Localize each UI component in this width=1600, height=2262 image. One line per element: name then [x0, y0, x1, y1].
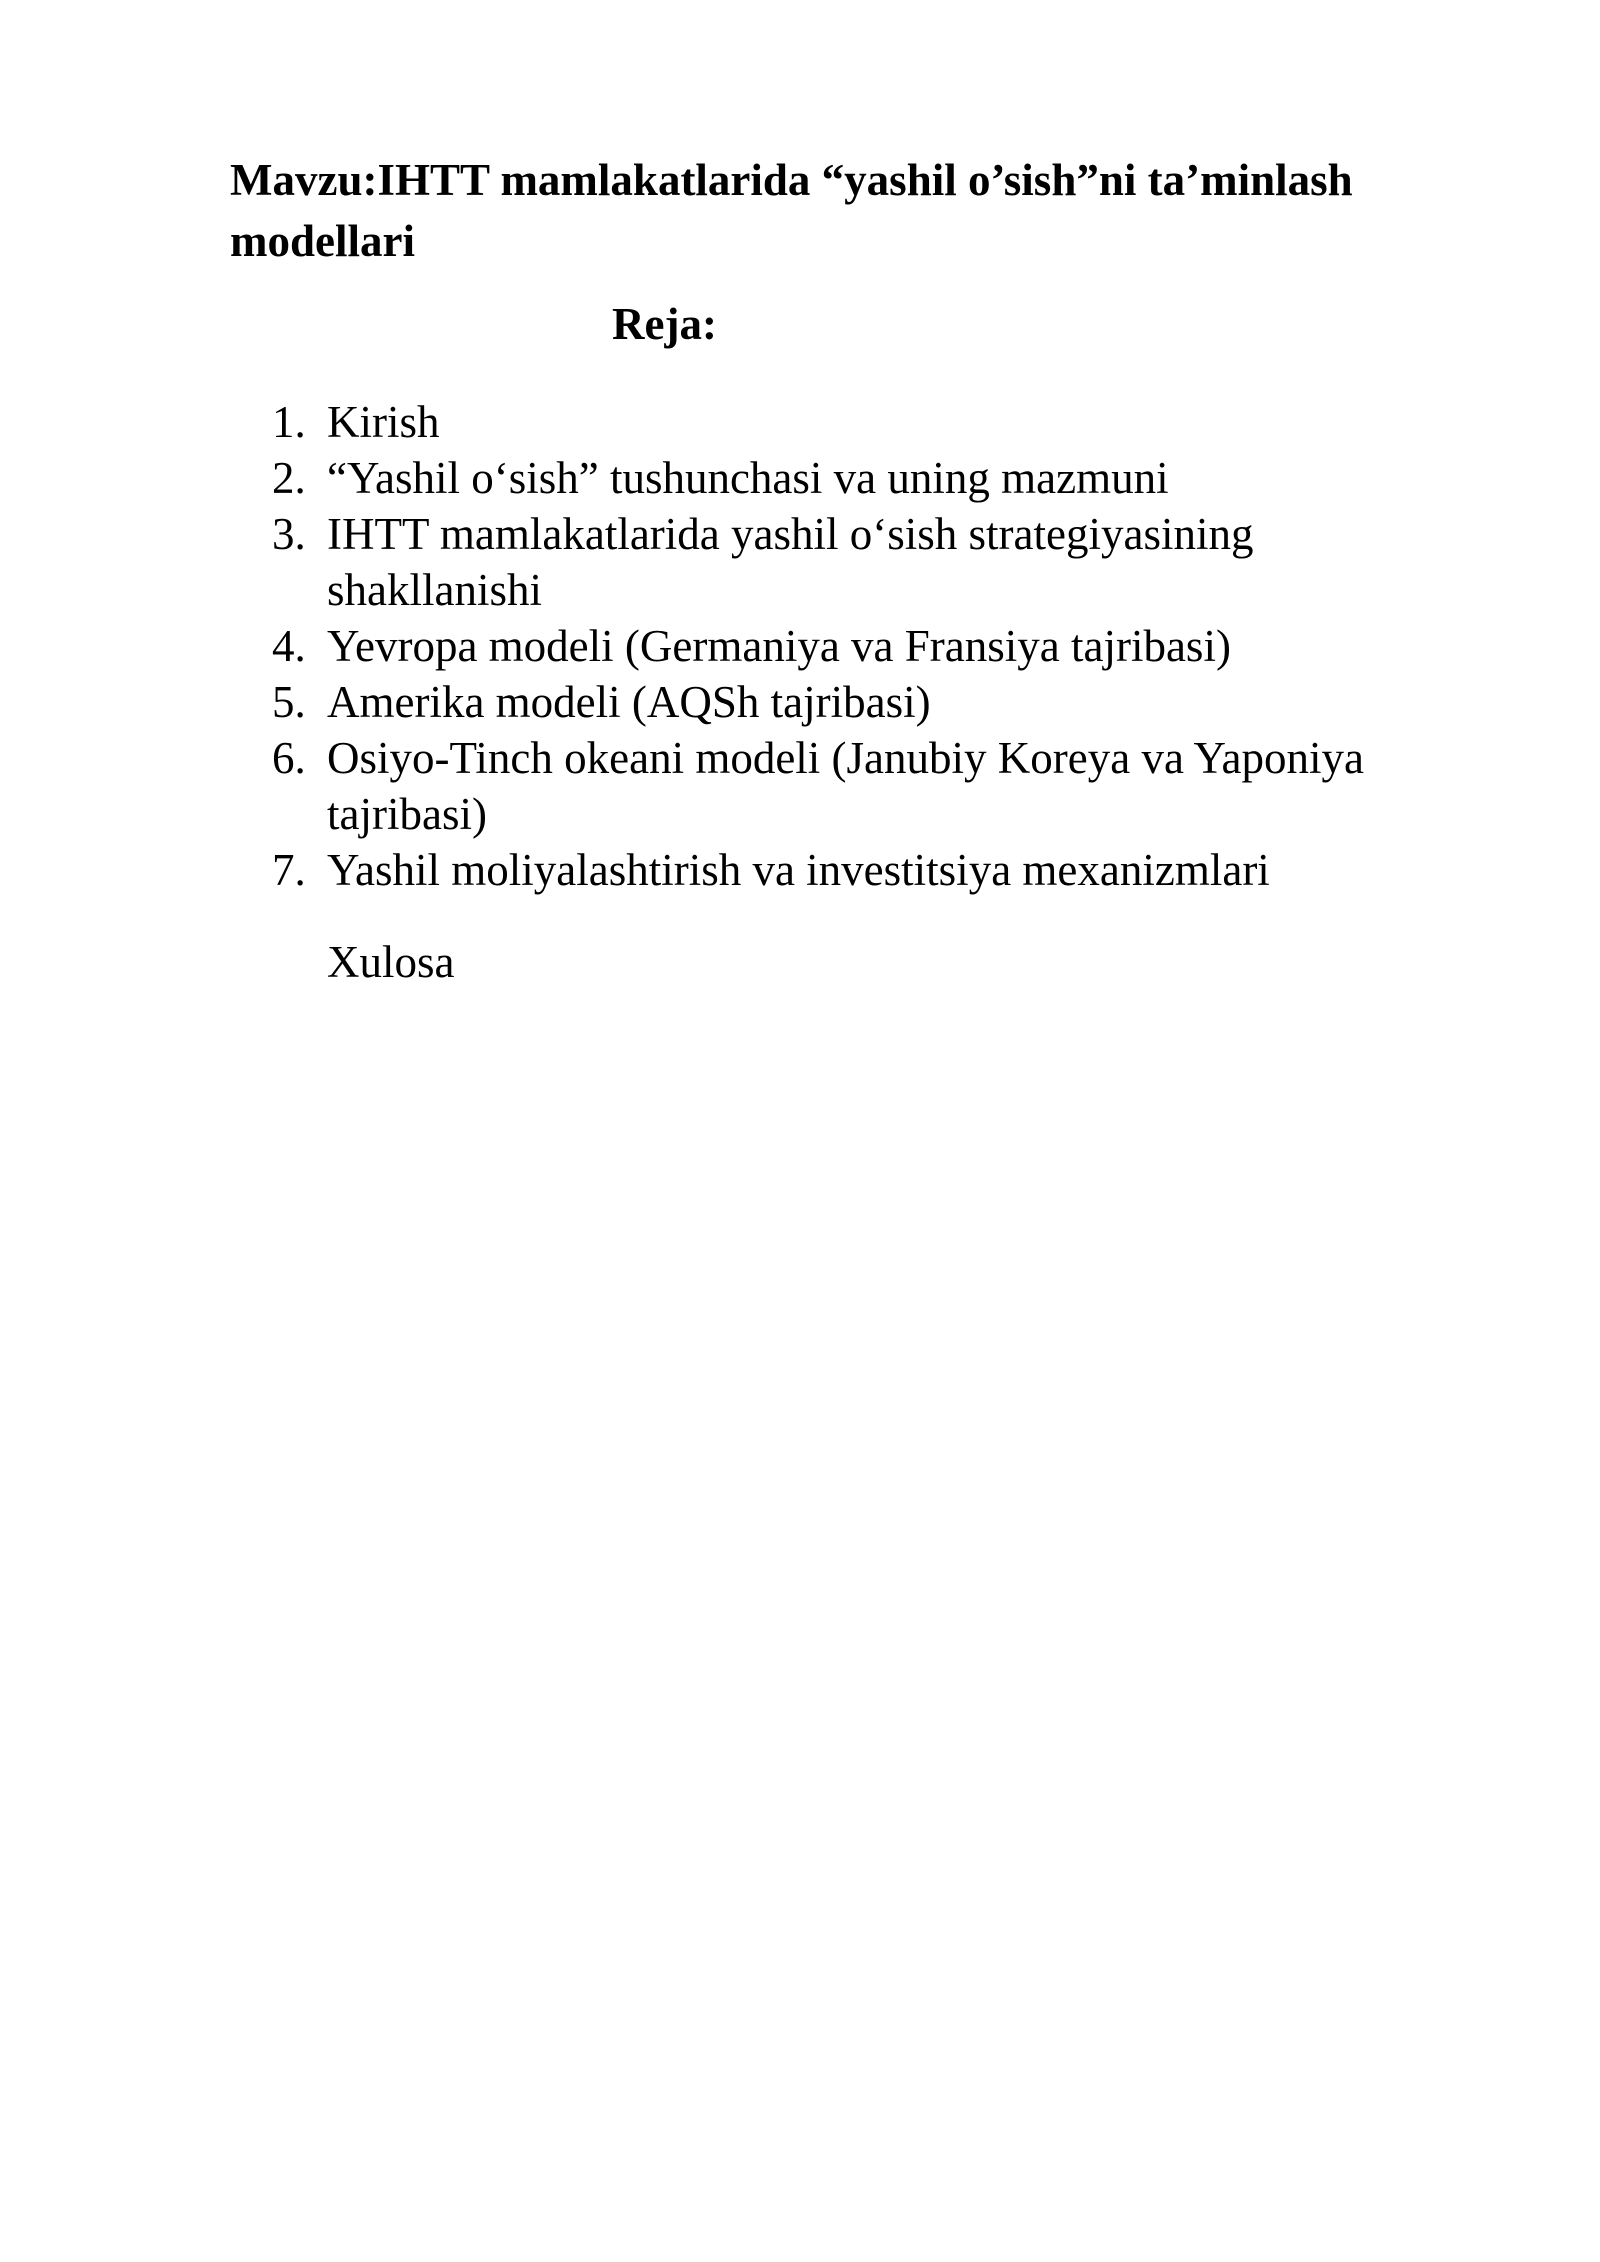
list-item — [272, 618, 1472, 674]
list-item-number: 6. — [272, 733, 306, 783]
list-item-number: 5. — [272, 677, 306, 727]
conclusion-text: Xulosa — [327, 937, 455, 987]
list-item-text: Kirish — [327, 397, 440, 447]
plan-list — [272, 394, 1472, 898]
list-item-number: 7. — [272, 845, 306, 895]
list-item — [272, 506, 1472, 618]
list-item — [272, 842, 1472, 898]
list-item — [272, 394, 1472, 450]
list-item-text: IHTT mamlakatlarida yashil o‘sish strategiyasining shakllanishi — [327, 509, 1254, 615]
list-item-text: “Yashil o‘sish” tushunchasi va uning mazmuni — [327, 453, 1169, 503]
list-item-number: 2. — [272, 453, 306, 503]
list-item-number: 4. — [272, 621, 306, 671]
list-item — [272, 730, 1472, 842]
list-item — [272, 450, 1472, 506]
plan-heading: Reja: — [612, 299, 717, 349]
list-item-text: Yashil moliyalashtirish va investitsiya mexanizmlari — [327, 845, 1270, 895]
list-item-number: 1. — [272, 397, 306, 447]
list-item-text: Amerika modeli (AQSh tajribasi) — [327, 677, 931, 727]
list-item-text: Yevropa modeli (Germaniya va Fransiya tajribasi) — [327, 621, 1231, 671]
list-item — [272, 674, 1472, 730]
list-item-text: Osiyo-Tinch okeani modeli (Janubiy Koreya va Yaponiya tajribasi) — [327, 733, 1364, 839]
document-title: Mavzu:IHTT mamlakatlarida “yashil o’sish”ni ta’minlash modellari — [230, 155, 1353, 266]
list-item-number: 3. — [272, 509, 306, 559]
